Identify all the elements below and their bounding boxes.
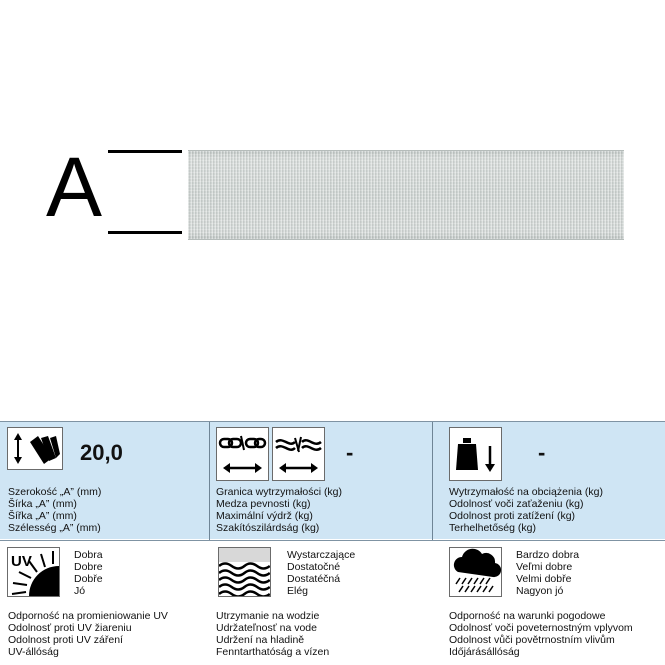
weather-label-pl: Odporność na warunki pogodowe: [449, 610, 606, 622]
weather-label-cz: Odolnost vůči povětrnostním vlivům: [449, 634, 615, 646]
strength-label-sk: Medza pevnosti (kg): [216, 498, 311, 510]
water-rating-cz: Dostatéčná: [287, 573, 341, 585]
water-label-pl: Utrzymanie na wodzie: [216, 610, 320, 622]
load-label-cz: Odolnost proti zatížení (kg): [449, 510, 576, 522]
weather-rating-cz: Velmi dobře: [516, 573, 572, 585]
weather-labels: [449, 610, 633, 658]
webbing-strap-image: [188, 150, 624, 240]
width-value: 20,0: [80, 440, 123, 465]
load-label-hu: Terhelhetőség (kg): [449, 522, 536, 534]
strength-label-pl: Granica wytrzymałości (kg): [216, 486, 343, 498]
strength-value: -: [346, 440, 354, 465]
rope-pull-icon: [272, 427, 325, 481]
weight-load-icon: [449, 427, 502, 481]
strength-labels: [216, 486, 342, 534]
dimension-letter: A: [46, 140, 103, 234]
width-label-pl: Szerokość „A” (mm): [8, 486, 102, 498]
water-labels: [216, 610, 329, 658]
uv-label-sk: Odolnosť proti UV žiareniu: [8, 622, 132, 634]
water-rating-pl: Wystarczające: [287, 549, 356, 561]
width-label-hu: Szélesség „A” (mm): [8, 522, 101, 534]
water-label-hu: Fenntarthatóság a vízen: [216, 646, 330, 658]
uv-sun-icon: [7, 547, 60, 597]
weather-rating-pl: Bardzo dobra: [516, 549, 580, 561]
dimension-line-bottom: [108, 231, 182, 234]
width-measure-icon: [7, 427, 63, 470]
water-label-cz: Udržení na hladině: [216, 634, 305, 646]
strength-label-hu: Szakítószilárdság (kg): [216, 522, 320, 534]
water-float-icon: [218, 547, 271, 597]
width-label-cz: Šířka „A” (mm): [8, 510, 77, 522]
uv-rating-hu: Jó: [74, 585, 86, 597]
uv-ratings: [74, 549, 103, 597]
load-value: -: [538, 440, 546, 465]
uv-label-pl: Odporność na promieniowanie UV: [8, 610, 168, 622]
properties-panel: [0, 541, 665, 665]
spec-panel: [0, 422, 665, 539]
load-label-pl: Wytrzymałość na obciążenia (kg): [449, 486, 603, 498]
weather-rating-sk: Veľmi dobre: [516, 561, 573, 573]
uv-rating-pl: Dobra: [74, 549, 103, 561]
weather-rating-hu: Nagyon jó: [516, 585, 564, 597]
uv-rating-sk: Dobre: [74, 561, 103, 573]
weather-ratings: [516, 549, 579, 597]
uv-label-cz: Odolnost proti UV záření: [8, 634, 123, 646]
water-ratings: [287, 549, 355, 597]
width-labels: [8, 486, 101, 534]
chain-pull-icon: [216, 427, 269, 481]
water-rating-sk: Dostatočné: [287, 561, 341, 573]
water-rating-hu: Elég: [287, 585, 309, 597]
weather-label-hu: Időjárásállóság: [449, 646, 520, 658]
strength-label-cz: Maximální výdrž (kg): [216, 510, 313, 522]
uv-rating-cz: Dobře: [74, 573, 103, 585]
uv-label-hu: UV-állóság: [8, 646, 59, 658]
weather-rain-cloud-icon: [449, 547, 502, 597]
uv-labels: [8, 610, 168, 658]
load-label-sk: Odolnosť voči zaťaženiu (kg): [449, 498, 584, 510]
water-label-sk: Udržateľnosť na vode: [216, 622, 317, 634]
width-label-sk: Šírka „A” (mm): [8, 498, 77, 510]
dimension-line-top: [108, 150, 182, 153]
weather-label-sk: Odolnosť voči poveternostným vplyvom: [449, 622, 633, 634]
uv-icon-text: UV: [11, 553, 32, 570]
load-labels: [449, 486, 603, 534]
